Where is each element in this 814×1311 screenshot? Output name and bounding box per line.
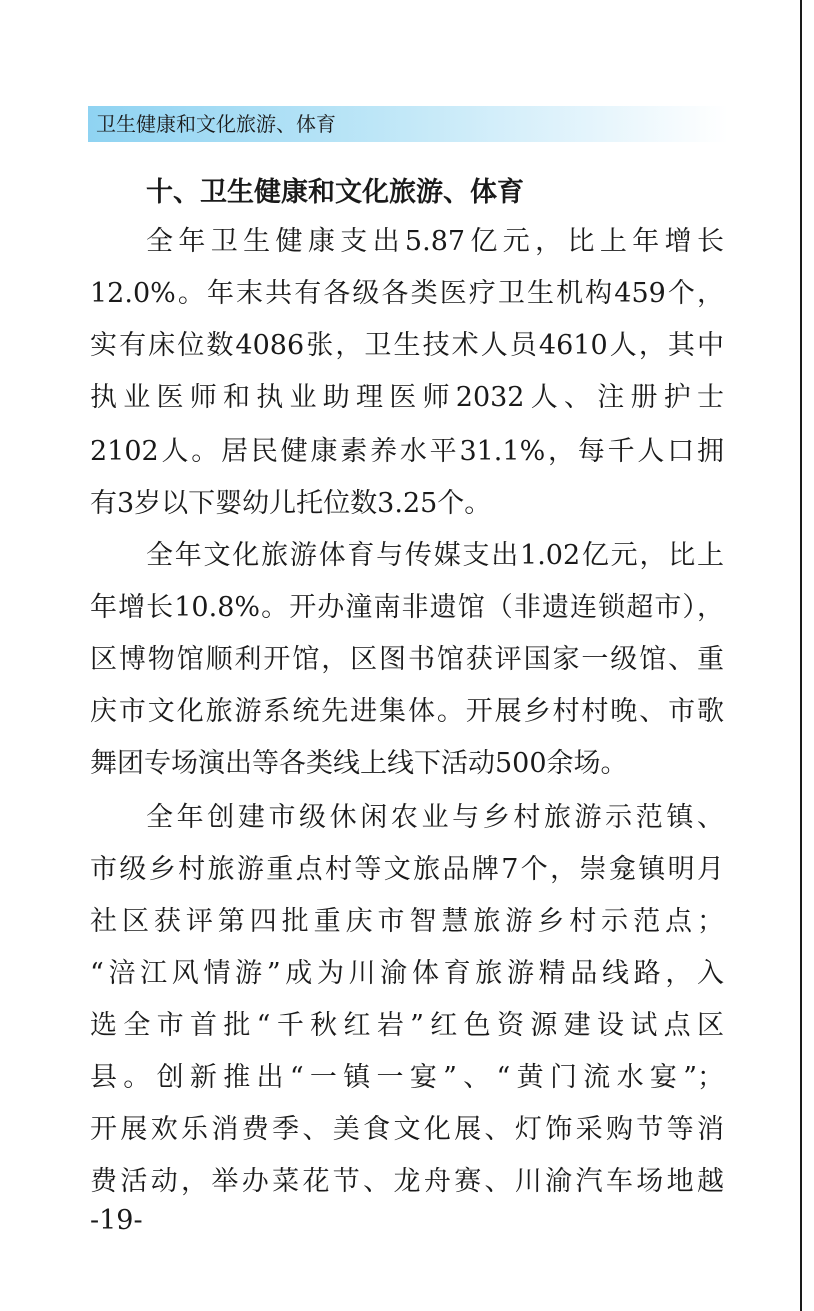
- page-number: -19-: [90, 1205, 143, 1236]
- paragraph-line: 全年卫生健康支出5.87亿元，比上年增长: [146, 226, 724, 257]
- page-edge-line: [800, 0, 802, 1311]
- paragraph-line: 选全市首批“千秋红岩”红色资源建设试点区: [90, 1010, 724, 1041]
- paragraph-line: 12.0%。年末共有各级各类医疗卫生机构459个，: [90, 278, 724, 309]
- paragraph-line: 舞团专场演出等各类线上线下活动500余场。: [90, 748, 628, 779]
- paragraph-line: 有3岁以下婴幼儿托位数3.25个。: [90, 488, 492, 519]
- paragraph-line: 年增长10.8%。开办潼南非遗馆（非遗连锁超市），: [90, 592, 724, 623]
- paragraph-line: 市级乡村旅游重点村等文旅品牌7个，崇龛镇明月: [90, 854, 724, 885]
- paragraph-line: “涪江风情游”成为川渝体育旅游精品线路，入: [90, 958, 724, 989]
- paragraph-line: 费活动，举办菜花节、龙舟赛、川渝汽车场地越: [90, 1166, 724, 1197]
- paragraph-line: 县。创新推出“一镇一宴”、“黄门流水宴”；: [90, 1062, 724, 1093]
- paragraph-line: 全年创建市级休闲农业与乡村旅游示范镇、: [146, 802, 724, 833]
- running-header-title: 卫生健康和文化旅游、体育: [96, 112, 336, 136]
- paragraph-line: 实有床位数4086张，卫生技术人员4610人，其中: [90, 330, 724, 361]
- paragraph-line: 庆市文化旅游系统先进集体。开展乡村村晚、市歌: [90, 696, 724, 727]
- paragraph-line: 区博物馆顺利开馆，区图书馆获评国家一级馆、重: [90, 644, 724, 675]
- paragraph-line: 执业医师和执业助理医师2032人、注册护士: [90, 382, 724, 413]
- paragraph-line: 社区获评第四批重庆市智慧旅游乡村示范点；: [90, 906, 724, 937]
- paragraph-line: 2102人。居民健康素养水平31.1%，每千人口拥: [90, 436, 724, 467]
- paragraph-line: 开展欢乐消费季、美食文化展、灯饰采购节等消: [90, 1114, 724, 1145]
- section-heading: 十、卫生健康和文化旅游、体育: [146, 177, 524, 208]
- paragraph-line: 全年文化旅游体育与传媒支出1.02亿元，比上: [146, 540, 724, 571]
